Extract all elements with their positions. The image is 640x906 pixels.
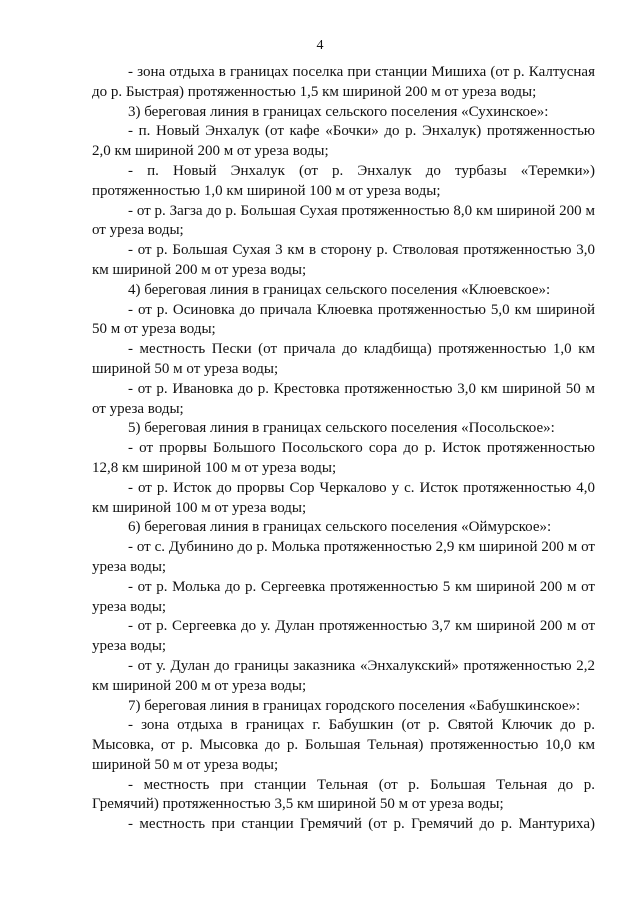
list-item: - от прорвы Большого Посольского сора до р. Исток протяженностью 12,8 км шириной 100 м от уреза воды; bbox=[92, 440, 595, 476]
list-item: - местность Пески (от причала до кладбища) протяженностью 1,0 км шириной 50 м от уреза воды; bbox=[92, 341, 595, 377]
section-heading: 7) береговая линия в границах городского поселения «Бабушкинское»: bbox=[128, 697, 581, 714]
list-item: - от р. Молька до р. Сергеевка протяженностью 5 км шириной 200 м от уреза воды; bbox=[92, 578, 595, 615]
section-heading: 3) береговая линия в границах сельского поселения «Сухинское»: bbox=[128, 103, 549, 120]
list-item: - от р. Сергеевка до у. Дулан протяженностью 3,7 км шириной 200 м от уреза воды; bbox=[92, 618, 595, 655]
list-item: - от р. Загза до р. Большая Сухая протяженностью 8,0 км шириной 200 м от уреза воды; bbox=[92, 202, 595, 239]
list-item: - от у. Дулан до границы заказника «Энхалукский» протяженностью 2,2 км шириной 200 м от уреза воды; bbox=[92, 657, 595, 694]
list-item: - от р. Исток до прорвы Сор Черкалово у с. Исток протяженностью 4,0 км шириной 100 м от уреза воды; bbox=[92, 479, 595, 516]
list-item: - зона отдыха в границах поселка при станции Мишиха (от р. Калтусная до р. Быстрая) протяженностью 1,5 км шириной 200 м от уреза воды; bbox=[92, 64, 595, 100]
list-item: - от с. Дубинино до р. Молька протяженностью 2,9 км шириной 200 м от уреза воды; bbox=[92, 539, 595, 575]
section-heading: 5) береговая линия в границах сельского поселения «Посольское»: bbox=[128, 420, 555, 437]
page-number: 4 bbox=[316, 38, 324, 53]
section-heading: 4) береговая линия в границах сельского поселения «Клюевское»: bbox=[128, 281, 551, 298]
list-item: - п. Новый Энхалук (от кафе «Бочки» до р. Энхалук) протяженностью 2,0 км шириной 200 м от уреза воды; bbox=[92, 123, 595, 160]
list-item: - от р. Большая Сухая 3 км в сторону р. Стволовая протяженностью 3,0 км шириной 200 м от уреза воды; bbox=[92, 242, 595, 278]
list-item: - местность при станции Гремячий (от р. Гремячий до р. Мантуриха) bbox=[128, 816, 595, 833]
list-item: - от р. Осиновка до причала Клюевка протяженностью 5,0 км шириной 50 м от уреза воды; bbox=[92, 301, 595, 338]
list-item: - местность при станции Тельная (от р. Большая Тельная до р. Гремячий) протяженностью 3,5 км шириной 50 м от уреза воды; bbox=[92, 776, 595, 813]
list-item: - зона отдыха в границах г. Бабушкин (от р. Святой Ключик до р. Мысовка, от р. Мысовка до р. Большая Тельная) протяженностью 10,0 км шириной 50 м от уреза воды; bbox=[92, 717, 595, 773]
section-heading: 6) береговая линия в границах сельского поселения «Оймурское»: bbox=[128, 519, 552, 536]
list-item: - п. Новый Энхалук (от р. Энхалук до турбазы «Теремки») протяженностью 1,0 км шириной 100 м от уреза воды; bbox=[92, 162, 595, 199]
document-body bbox=[92, 63, 595, 835]
list-item: - от р. Ивановка до р. Крестовка протяженностью 3,0 км шириной 50 м от уреза воды; bbox=[92, 380, 595, 417]
